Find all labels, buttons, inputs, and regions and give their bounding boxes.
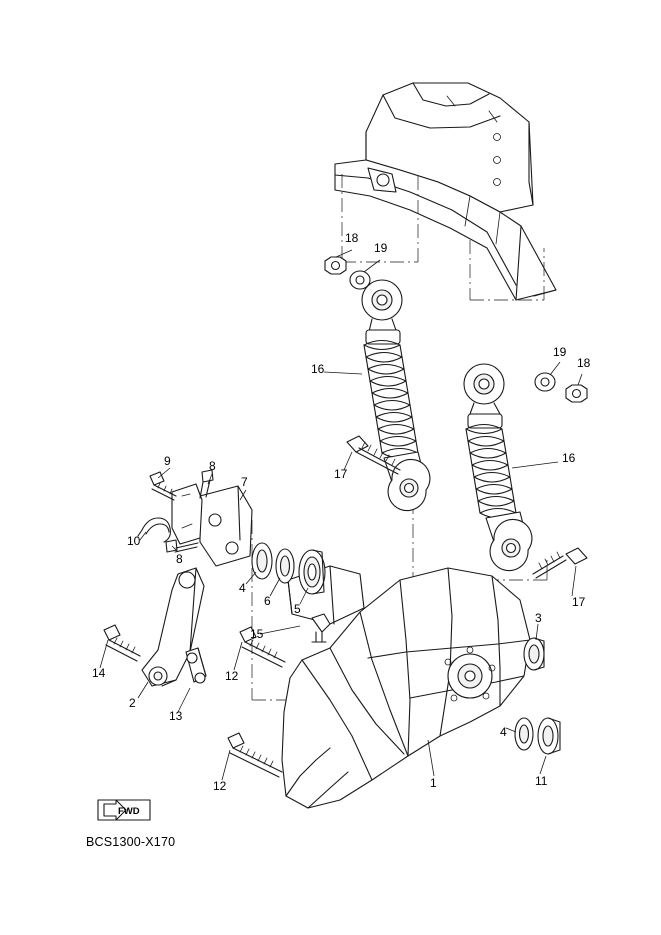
callout-4: 4 bbox=[500, 725, 507, 739]
seal-4-bottom bbox=[515, 718, 533, 750]
callout-9: 9 bbox=[164, 454, 171, 468]
callout-15: 15 bbox=[250, 627, 264, 641]
callout-12: 12 bbox=[225, 669, 239, 683]
callout-6: 6 bbox=[264, 594, 271, 608]
bracket-plate bbox=[172, 484, 252, 566]
swingarm-body bbox=[282, 566, 530, 808]
callout-14: 14 bbox=[92, 666, 106, 680]
part-code-label: BCS1300-X170 bbox=[86, 835, 176, 849]
rear-shock-left bbox=[362, 280, 430, 511]
callout-4: 4 bbox=[239, 581, 246, 595]
collar-11 bbox=[538, 718, 560, 754]
callout-10: 10 bbox=[127, 534, 141, 548]
callout-8: 8 bbox=[209, 459, 216, 473]
nut-washer-right bbox=[535, 373, 587, 402]
bolt-14 bbox=[104, 625, 140, 661]
callout-19: 19 bbox=[374, 241, 388, 255]
callout-18: 18 bbox=[577, 356, 591, 370]
fwd-direction-label: FWD bbox=[118, 806, 140, 817]
callout-17: 17 bbox=[572, 595, 586, 609]
callout-16: 16 bbox=[562, 451, 576, 465]
bolt-12-lower bbox=[228, 733, 282, 777]
callout-5: 5 bbox=[294, 602, 301, 616]
callout-13: 13 bbox=[169, 709, 183, 723]
callout-7: 7 bbox=[241, 475, 248, 489]
clip-10 bbox=[138, 518, 170, 542]
callout-12: 12 bbox=[213, 779, 227, 793]
callout-18: 18 bbox=[345, 231, 359, 245]
callout-8: 8 bbox=[176, 552, 183, 566]
callout-19: 19 bbox=[553, 345, 567, 359]
callout-2: 2 bbox=[129, 696, 136, 710]
callout-17: 17 bbox=[334, 467, 348, 481]
callout-3: 3 bbox=[535, 611, 542, 625]
rear-shock-right bbox=[464, 364, 532, 571]
callout-1: 1 bbox=[430, 776, 437, 790]
bolt-17-right bbox=[533, 548, 587, 578]
connecting-rod-13 bbox=[186, 648, 206, 683]
frame-subassembly bbox=[335, 83, 556, 300]
callout-16: 16 bbox=[311, 362, 325, 376]
callout-11: 11 bbox=[535, 774, 548, 788]
collar-3 bbox=[524, 638, 544, 670]
